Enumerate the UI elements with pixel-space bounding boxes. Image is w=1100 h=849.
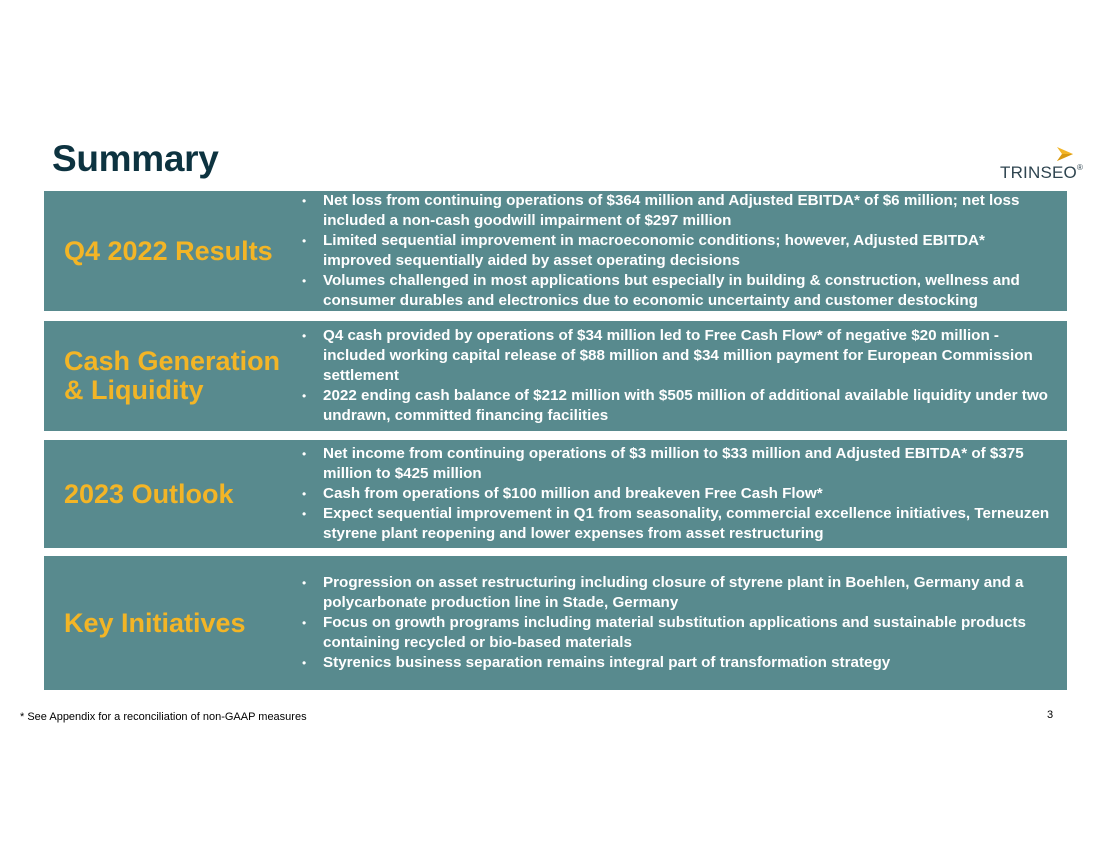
page-number: 3 [1047, 709, 1054, 721]
section-q4-2022-results [44, 191, 1067, 311]
bullet-list [302, 440, 1057, 548]
section-heading: Cash Generation & Liquidity [64, 346, 281, 405]
bullet-item: • Net loss from continuing operations of $364 million and Adjusted EBITDA* of $6 million; net loss included a non-cash goodwill impairment of $297 million [302, 191, 1057, 231]
section-2023-outlook [44, 440, 1067, 548]
bullet-item: • 2022 ending cash balance of $212 million with $505 million of additional available liquidity under two undrawn, committed financing facilities [302, 386, 1057, 426]
trinseo-chevron-icon [1056, 146, 1074, 162]
bullet-item: • Q4 cash provided by operations of $34 million led to Free Cash Flow* of negative $20 million - included working capital release of $88 million and $34 million payment for European Commission settlement [302, 326, 1057, 386]
bullet-item: • Volumes challenged in most applications but especially in building & construction, wellness and consumer durables and electronics due to economic uncertainty and customer destocking [302, 271, 1057, 311]
bullet-item: • Styrenics business separation remains integral part of transformation strategy [302, 653, 1057, 673]
bullet-list [302, 321, 1057, 431]
footnote: * See Appendix for a reconciliation of non-GAAP measures [20, 711, 307, 723]
section-heading: 2023 Outlook [64, 478, 234, 509]
section-heading: Key Initiatives [64, 607, 246, 638]
bullet-item: • Progression on asset restructuring including closure of styrene plant in Boehlen, Germany and a polycarbonate production line in Stade, Germany [302, 573, 1057, 613]
bullet-item: • Focus on growth programs including material substitution applications and sustainable products containing recycled or bio-based materials [302, 613, 1057, 653]
bullet-item: • Limited sequential improvement in macroeconomic conditions; however, Adjusted EBITDA* improved sequentially aided by asset operating decisions [302, 231, 1057, 271]
section-heading: Q4 2022 Results [64, 235, 273, 266]
bullet-item: • Net income from continuing operations of $3 million to $33 million and Adjusted EBITDA* of $375 million to $425 million [302, 444, 1057, 484]
section-cash-generation-liquidity [44, 321, 1067, 431]
bullet-item: • Cash from operations of $100 million and breakeven Free Cash Flow* [302, 484, 1057, 504]
logo-wordmark: TRINSEO® [1000, 163, 1084, 182]
trinseo-logo [1000, 146, 1084, 182]
bullet-item: • Expect sequential improvement in Q1 from seasonality, commercial excellence initiatives, Terneuzen styrene plant reopening and lower expenses from asset restructuring [302, 504, 1057, 544]
bullet-list [302, 191, 1057, 311]
page-title: Summary [52, 138, 219, 179]
bullet-list [302, 556, 1057, 690]
section-key-initiatives [44, 556, 1067, 690]
